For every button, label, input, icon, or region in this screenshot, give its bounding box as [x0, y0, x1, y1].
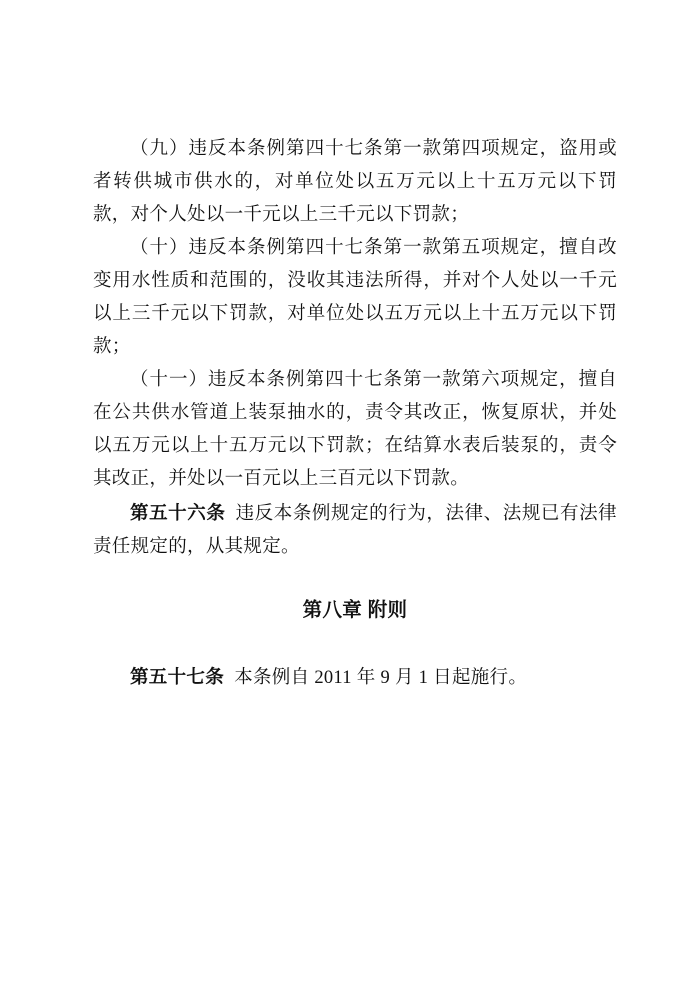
list-item-11-paragraph: （十一）违反本条例第四十七条第一款第六项规定，擅自在公共供水管道上装泵抽水的，责令其改正，恢复原状，并处以五万元以上十五万元以下罚款；在结算水表后装泵的，责令其改正，并处以一百元以上三百元以下罚款。	[93, 370, 617, 489]
article-57-text: 本条例自 2011 年 9 月 1 日起施行。	[234, 668, 528, 688]
list-item-9-paragraph: （九）违反本条例第四十七条第一款第四项规定，盗用或者转供城市供水的，对单位处以五万元以上十五万元以下罚款，对个人处以一千元以上三千元以下罚款；	[93, 139, 617, 225]
list-item-10-paragraph: （十）违反本条例第四十七条第一款第五项规定，擅自改变用水性质和范围的，没收其违法所得，并对个人处以一千元以上三千元以下罚款，对单位处以五万元以上十五万元以下罚款；	[93, 238, 617, 357]
article-56-text: 违反本条例规定的行为，法律、法规已有法律责任规定的，从其规定。	[93, 504, 617, 557]
article-56-number: 第五十六条	[130, 502, 226, 523]
chapter-8-heading: 第八章 附则	[302, 599, 408, 621]
article-57-paragraph	[93, 660, 617, 695]
article-57-number: 第五十七条	[130, 666, 225, 687]
article-56-paragraph	[93, 496, 617, 564]
